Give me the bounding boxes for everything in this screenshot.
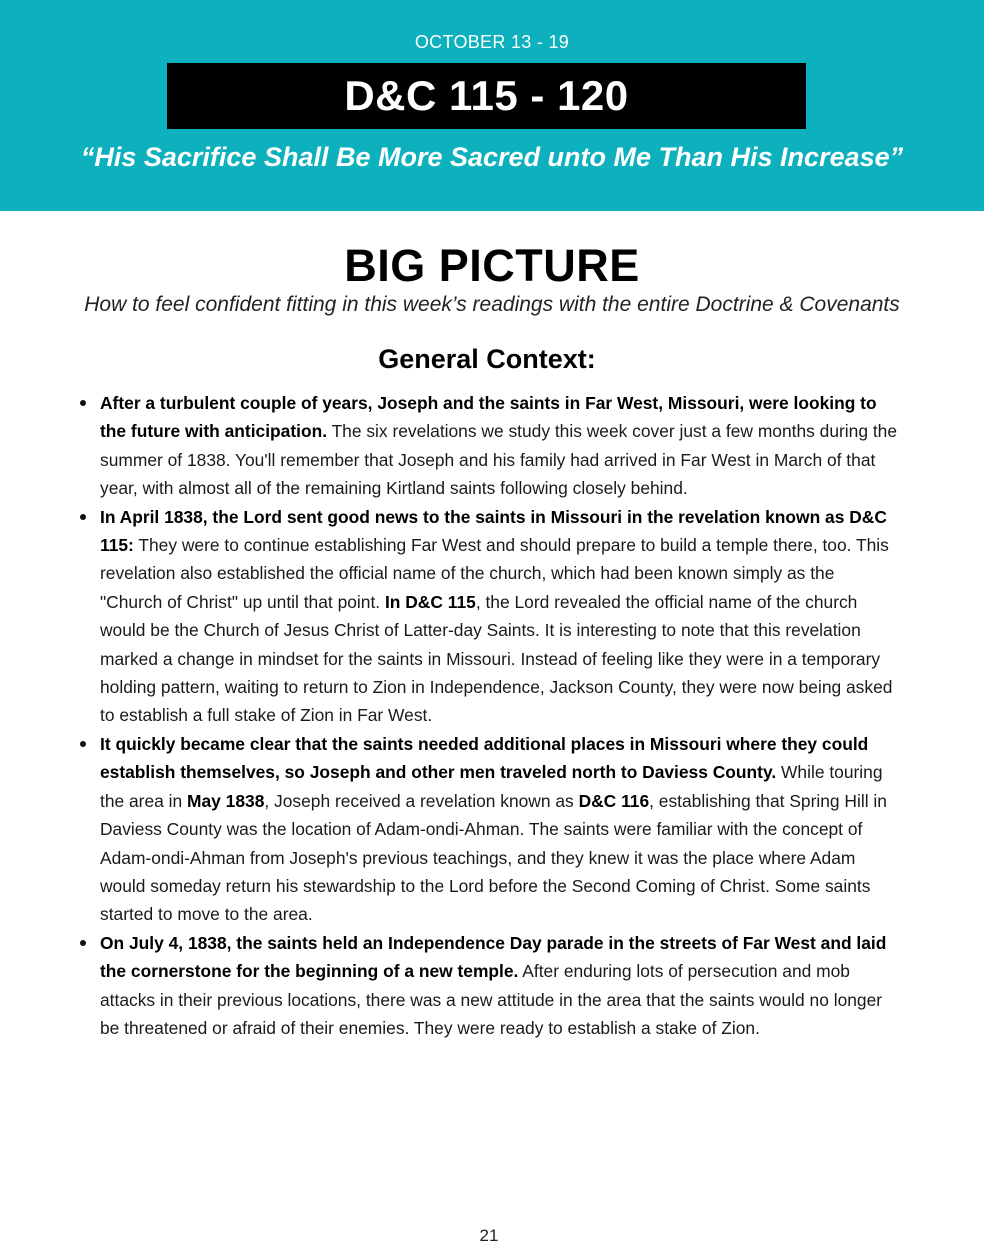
title-box bbox=[167, 63, 806, 129]
date-range: OCTOBER 13 - 19 bbox=[414, 32, 570, 52]
bullet-body: , Joseph received a revelation known as bbox=[264, 790, 579, 811]
big-picture-tagline: How to feel confident fitting in this week’s readings with the entire Doctrine & Covenants bbox=[84, 293, 900, 316]
page-title: D&C 115 - 120 bbox=[344, 72, 629, 119]
bullet-emphasis: May 1838 bbox=[187, 790, 265, 811]
bullet-body: While touring the area in bbox=[100, 762, 883, 811]
bullet-lead: In April 1838, the Lord sent good news to the saints in Missouri in the revelation known as D&C 115: bbox=[100, 506, 887, 556]
bullet-body: After enduring lots of persecution and mob attacks in their previous locations, there was a new attitude in the area that the saints would no longer be threatened or afraid of their enemies. They were ready to establish a stake of Zion. bbox=[100, 961, 883, 1038]
bullet-lead: It quickly became clear that the saints needed additional places in Missouri where they could establish themselves, so Joseph and other men traveled north to Daviess County. bbox=[100, 733, 869, 783]
bullet-emphasis: D&C 116 bbox=[578, 790, 650, 811]
header-banner bbox=[0, 0, 984, 211]
list-item bbox=[100, 389, 900, 503]
bullet-lead: On July 4, 1838, the saints held an Independence Day parade in the streets of Far West and laid the cornerstone for the beginning of a new temple. bbox=[100, 932, 887, 982]
list-item bbox=[100, 730, 900, 929]
bullet-body: The six revelations we study this week cover just a few months during the summer of 1838. You'll remember that Joseph and his family had arrived in Far West in March of that year, with almost all of the remaining Kirtland saints following closely behind. bbox=[100, 421, 898, 499]
bullet-body: , establishing that Spring Hill in Daviess County was the location of Adam-ondi-Ahman. The saints were familiar with the concept of Adam-ondi-Ahman from Joseph's previous teachings, and they knew it was the place where Adam would someday return his stewardship to the Lord before the Second Coming of Christ. Some saints started to move to the area. bbox=[100, 790, 887, 925]
bullet-body: , the Lord revealed the official name of the church would be the Church of Jesus Christ of Latter-day Saints. It is interesting to note that this revelation marked a change in mindset for the saints in Missouri. Instead of feeling like they were in a temporary holding pattern, waiting to return to Zion in Independence, Jackson County, they were now being asked to establish a full stake of Zion in Far West. bbox=[100, 591, 893, 726]
lesson-subtitle: “His Sacrifice Shall Be More Sacred unto Me Than His Increase” bbox=[80, 142, 904, 172]
general-context-heading: General Context: bbox=[378, 344, 596, 374]
bullet-lead: After a turbulent couple of years, Joseph and the saints in Far West, Missouri, were looking to the future with anticipation. bbox=[100, 393, 877, 442]
bullet-body: They were to continue establishing Far West and should prepare to build a temple there, too. This revelation also established the official name of the church, which had been known simply as the "Church of Christ" up until that point. bbox=[100, 535, 889, 612]
list-item bbox=[100, 929, 900, 1043]
bullet-emphasis: In D&C 115 bbox=[384, 591, 476, 612]
big-picture-heading: BIG PICTURE bbox=[344, 240, 640, 291]
context-bullet-list bbox=[100, 389, 900, 1042]
page-number: 21 bbox=[479, 1226, 499, 1245]
list-item bbox=[100, 503, 900, 730]
